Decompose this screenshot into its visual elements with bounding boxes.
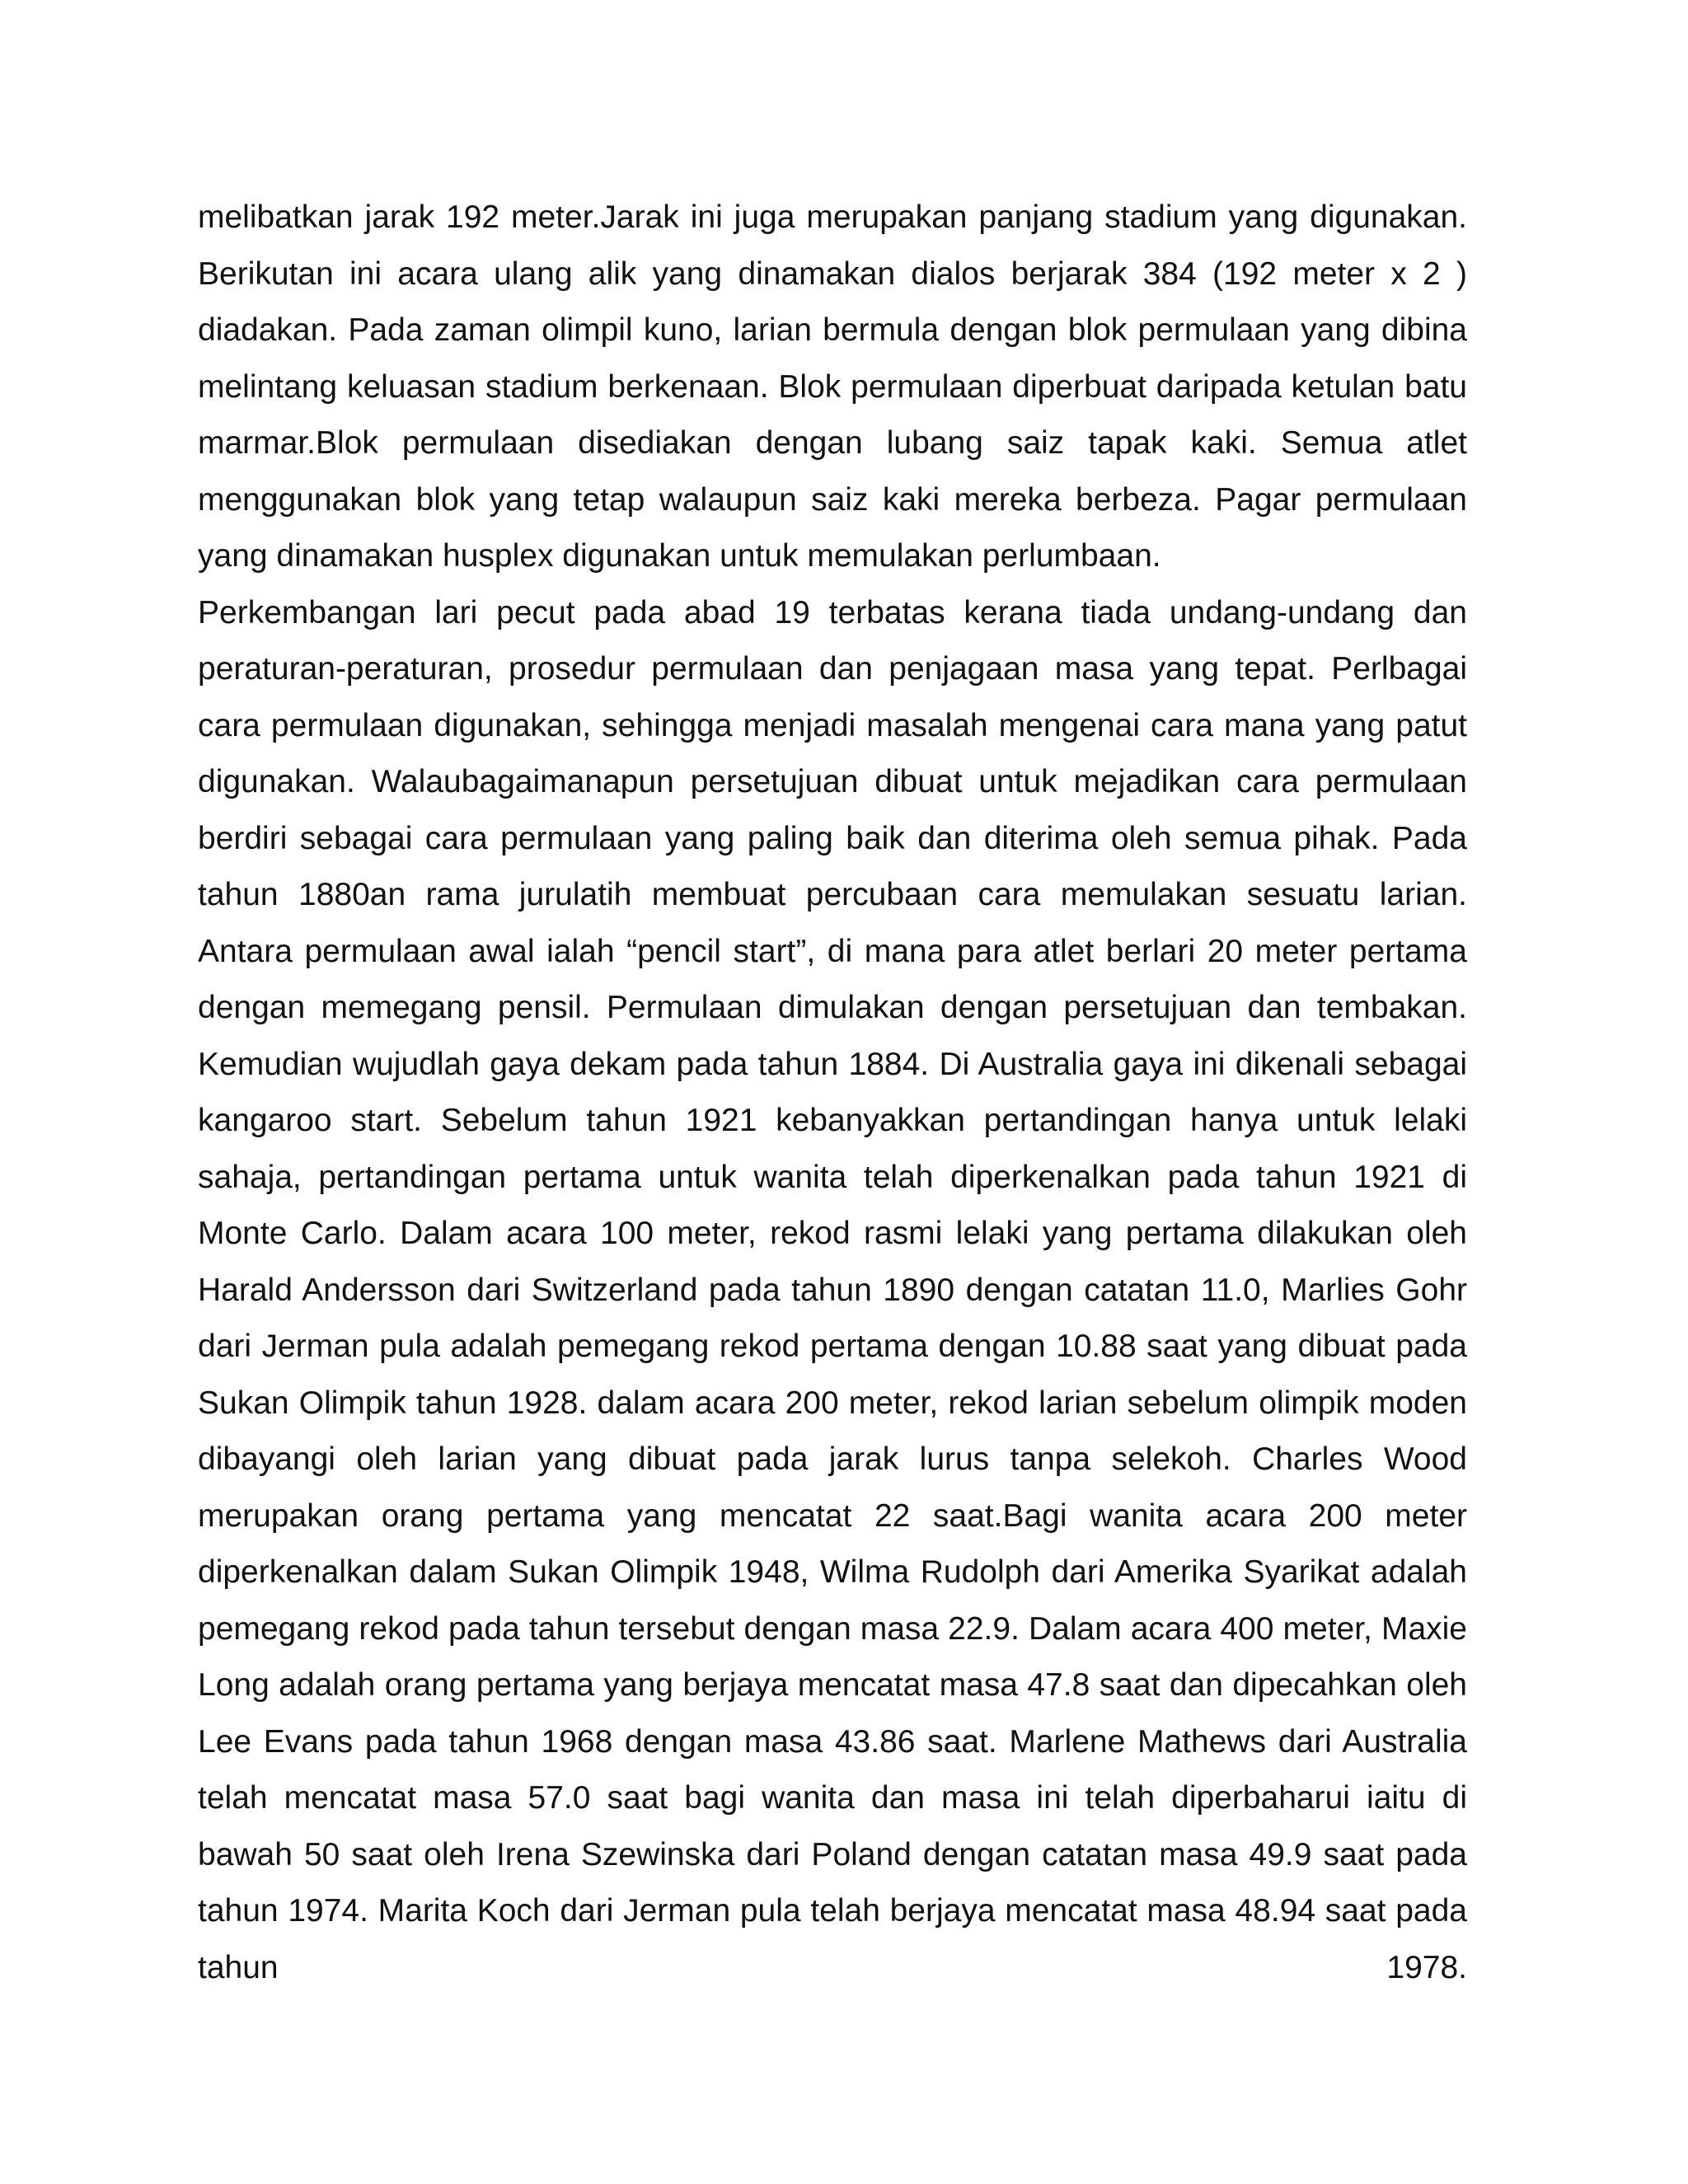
- paragraph-starting-blocks: melibatkan jarak 192 meter.Jarak ini juga merupakan panjang stadium yang digunakan. Berikutan ini acara ulang alik yang dinamakan dialos berjarak 384 (192 meter x 2 ) diadakan. Pada zaman olimpil kuno, larian bermula dengan blok permulaan yang dibina melintang keluasan stadium berkenaan. Blok permulaan diperbuat daripada ketulan batu marmar.Blok permulaan disediakan dengan lubang saiz tapak kaki. Semua atlet menggunakan blok yang tetap walaupun saiz kaki mereka berbeza. Pagar permulaan yang dinamakan husplex digunakan untuk memulakan perlumbaan.: [198, 199, 1467, 574]
- body-text: [198, 190, 1467, 1996]
- paragraph-sprint-history: Perkembangan lari pecut pada abad 19 terbatas kerana tiada undang-undang dan peraturan-peraturan, prosedur permulaan dan penjagaan masa yang tepat. Perlbagai cara permulaan digunakan, sehingga menjadi masalah mengenai cara mana yang patut digunakan. Walaubagaimanapun persetujuan dibuat untuk mejadikan cara permulaan berdiri sebagai cara permulaan yang paling baik dan diterima oleh semua pihak. Pada tahun 1880an rama jurulatih membuat percubaan cara memulakan sesuatu larian. Antara permulaan awal ialah “pencil start”, di mana para atlet berlari 20 meter pertama dengan memegang pensil. Permulaan dimulakan dengan persetujuan dan tembakan. Kemudian wujudlah gaya dekam pada tahun 1884. Di Australia gaya ini dikenali sebagai kangaroo start. Sebelum tahun 1921 kebanyakkan pertandingan hanya untuk lelaki sahaja, pertandingan pertama untuk wanita telah diperkenalkan pada tahun 1921 di Monte Carlo. Dalam acara 100 meter, rekod rasmi lelaki yang pertama dilakukan oleh Harald Andersson dari Switzerland pada tahun 1890 dengan catatan 11.0, Marlies Gohr dari Jerman pula adalah pemegang rekod pertama dengan 10.88 saat yang dibuat pada Sukan Olimpik tahun 1928. dalam acara 200 meter, rekod larian sebelum olimpik moden dibayangi oleh larian yang dibuat pada jarak lurus tanpa selekoh. Charles Wood merupakan orang pertama yang mencatat 22 saat.Bagi wanita acara 200 meter diperkenalkan dalam Sukan Olimpik 1948, Wilma Rudolph dari Amerika Syarikat adalah pemegang rekod pada tahun tersebut dengan masa 22.9. Dalam acara 400 meter, Maxie Long adalah orang pertama yang berjaya mencatat masa 47.8 saat dan dipecahkan oleh Lee Evans pada tahun 1968 dengan masa 43.86 saat. Marlene Mathews dari Australia telah mencatat masa 57.0 saat bagi wanita dan masa ini telah diperbaharui iaitu di bawah 50 saat oleh Irena Szewinska dari Poland dengan catatan masa 49.9 saat pada tahun 1974. Marita Koch dari Jerman pula telah berjaya mencatat masa 48.94 saat pada tahun 1978.: [198, 594, 1467, 1985]
